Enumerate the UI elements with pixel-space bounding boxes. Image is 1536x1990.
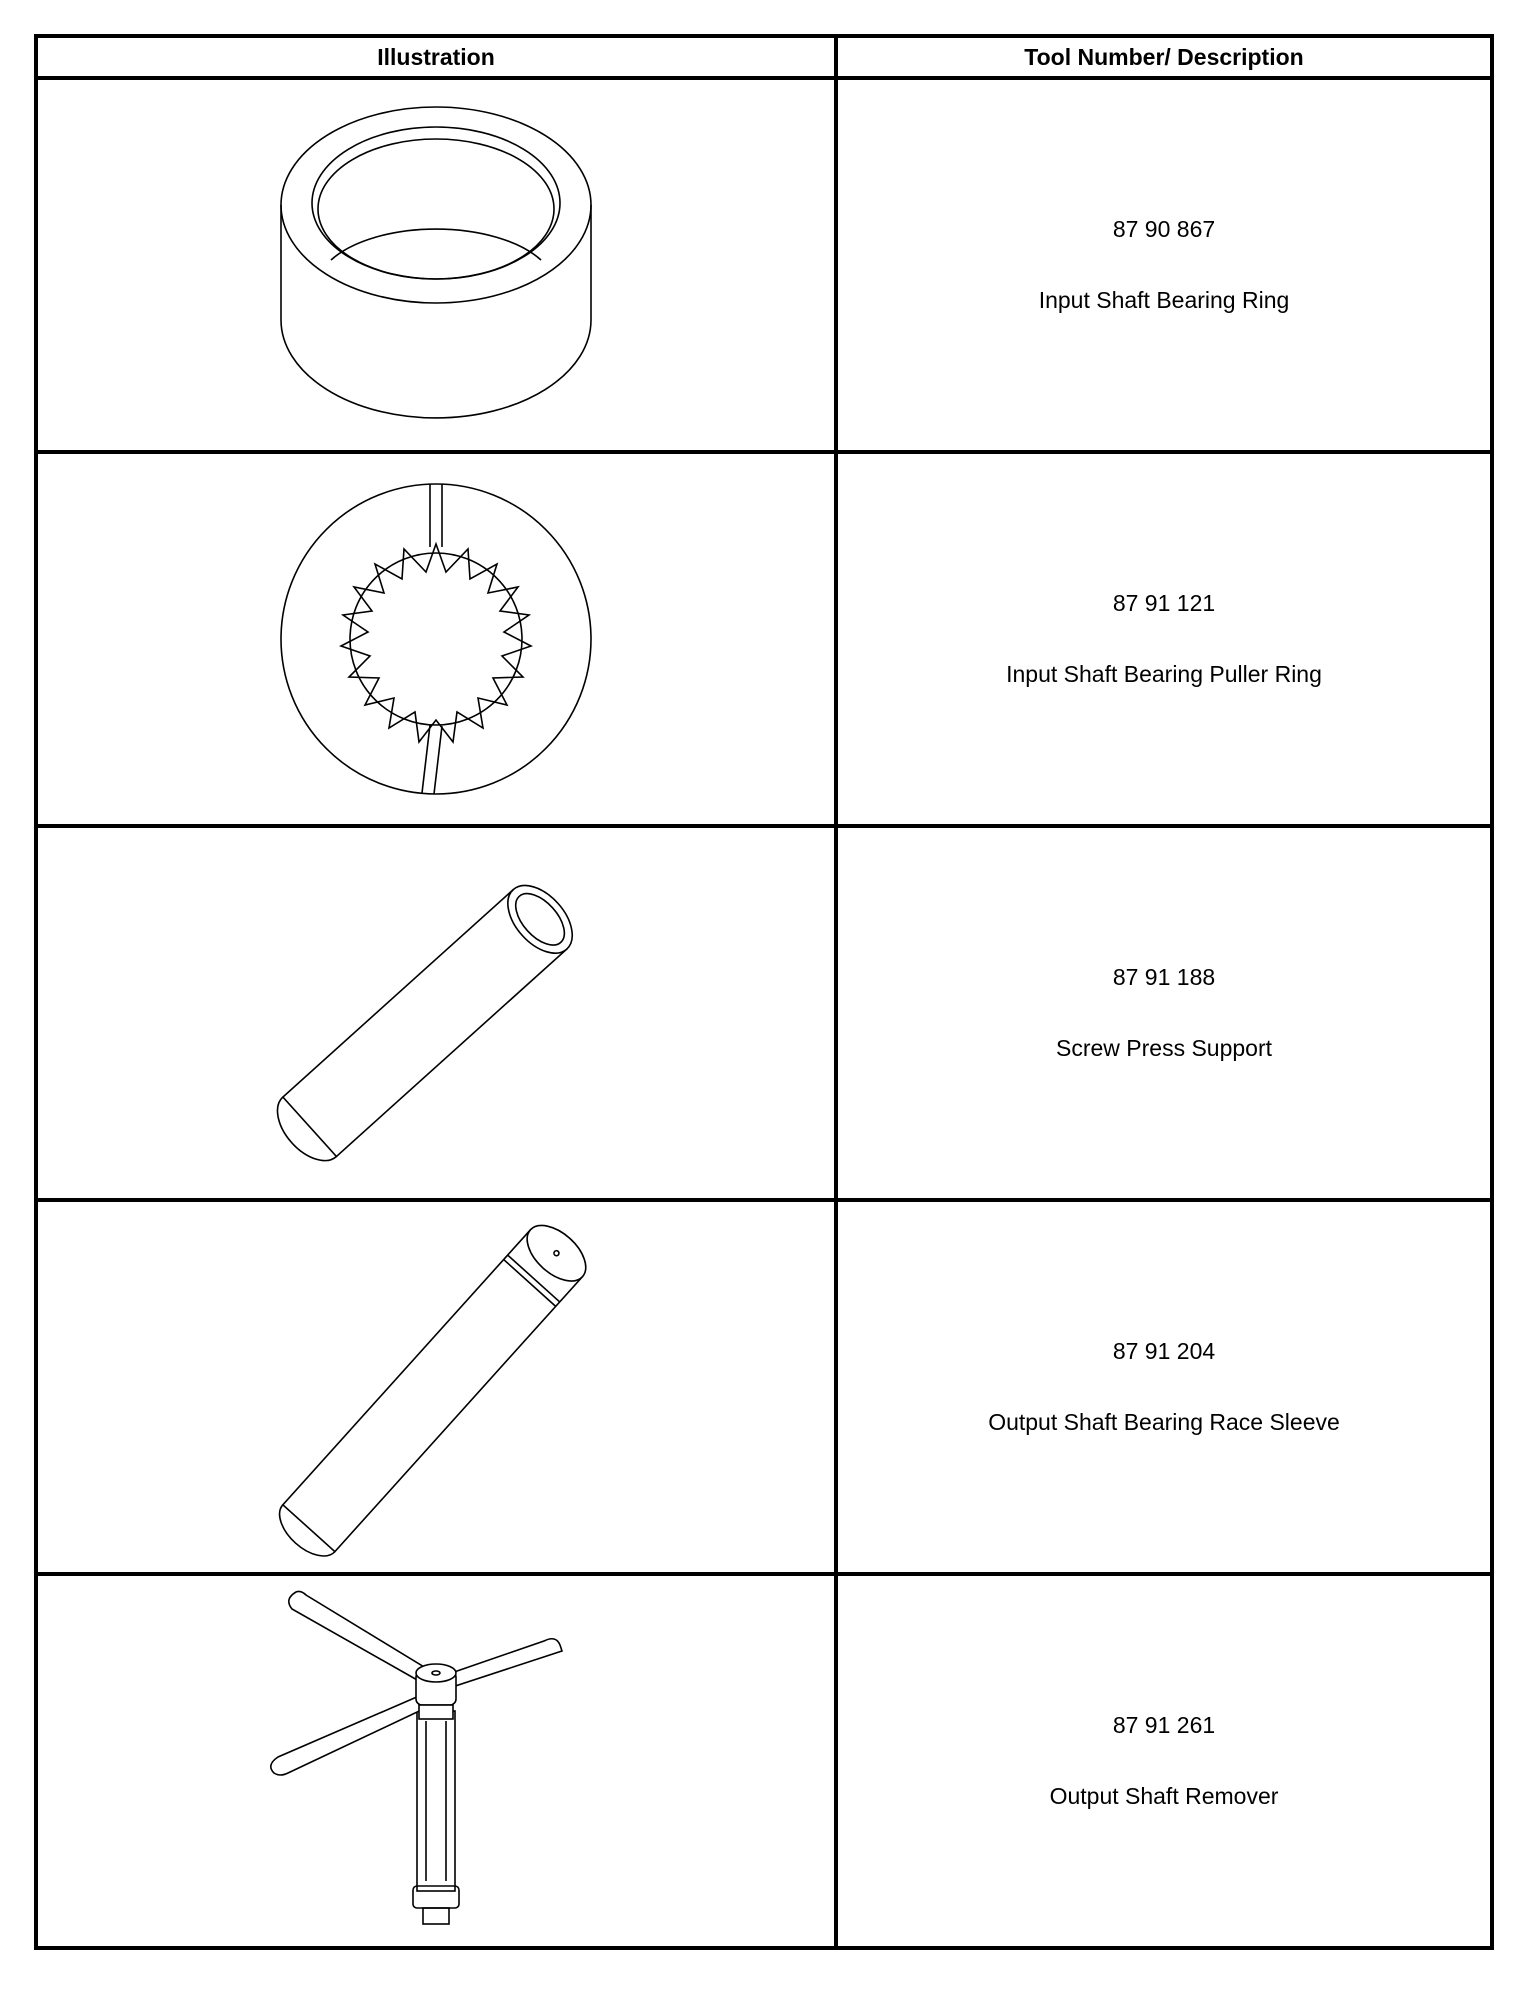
shaft-remover-icon [226,1581,646,1941]
tool-cell [836,1574,1492,1948]
tool-cell [836,78,1492,452]
table-row [36,78,1492,452]
header-tool-number-description: Tool Number/ Description [836,36,1492,78]
tools-table [34,34,1494,1950]
table-row [36,826,1492,1200]
table-row [36,1200,1492,1574]
bearing-ring-icon [226,95,646,435]
illustration-cell [36,78,836,452]
illustration-cell [36,826,836,1200]
tool-description: Input Shaft Bearing Puller Ring [1006,661,1322,687]
tool-number: 87 91 261 [1112,1712,1216,1738]
tool-description: Output Shaft Bearing Race Sleeve [988,1409,1340,1435]
tool-cell [836,452,1492,826]
tool-cell [836,1200,1492,1574]
table-row [36,452,1492,826]
puller-ring-icon [226,469,646,809]
tool-number: 87 91 188 [1112,964,1216,990]
illustration-cell [36,1200,836,1574]
tool-cell [836,826,1492,1200]
tool-description: Screw Press Support [1055,1035,1273,1061]
tool-number: 87 90 867 [1112,216,1216,242]
illustration-cell [36,1574,836,1948]
tool-description: Input Shaft Bearing Ring [1038,287,1290,313]
press-support-icon [226,843,646,1183]
race-sleeve-icon [226,1217,646,1557]
table-row [36,1574,1492,1948]
tool-number: 87 91 204 [1112,1338,1216,1364]
tool-description: Output Shaft Remover [1049,1783,1279,1809]
header-row [36,36,1492,78]
header-illustration: Illustration [36,36,836,78]
illustration-cell [36,452,836,826]
tool-number: 87 91 121 [1112,590,1216,616]
